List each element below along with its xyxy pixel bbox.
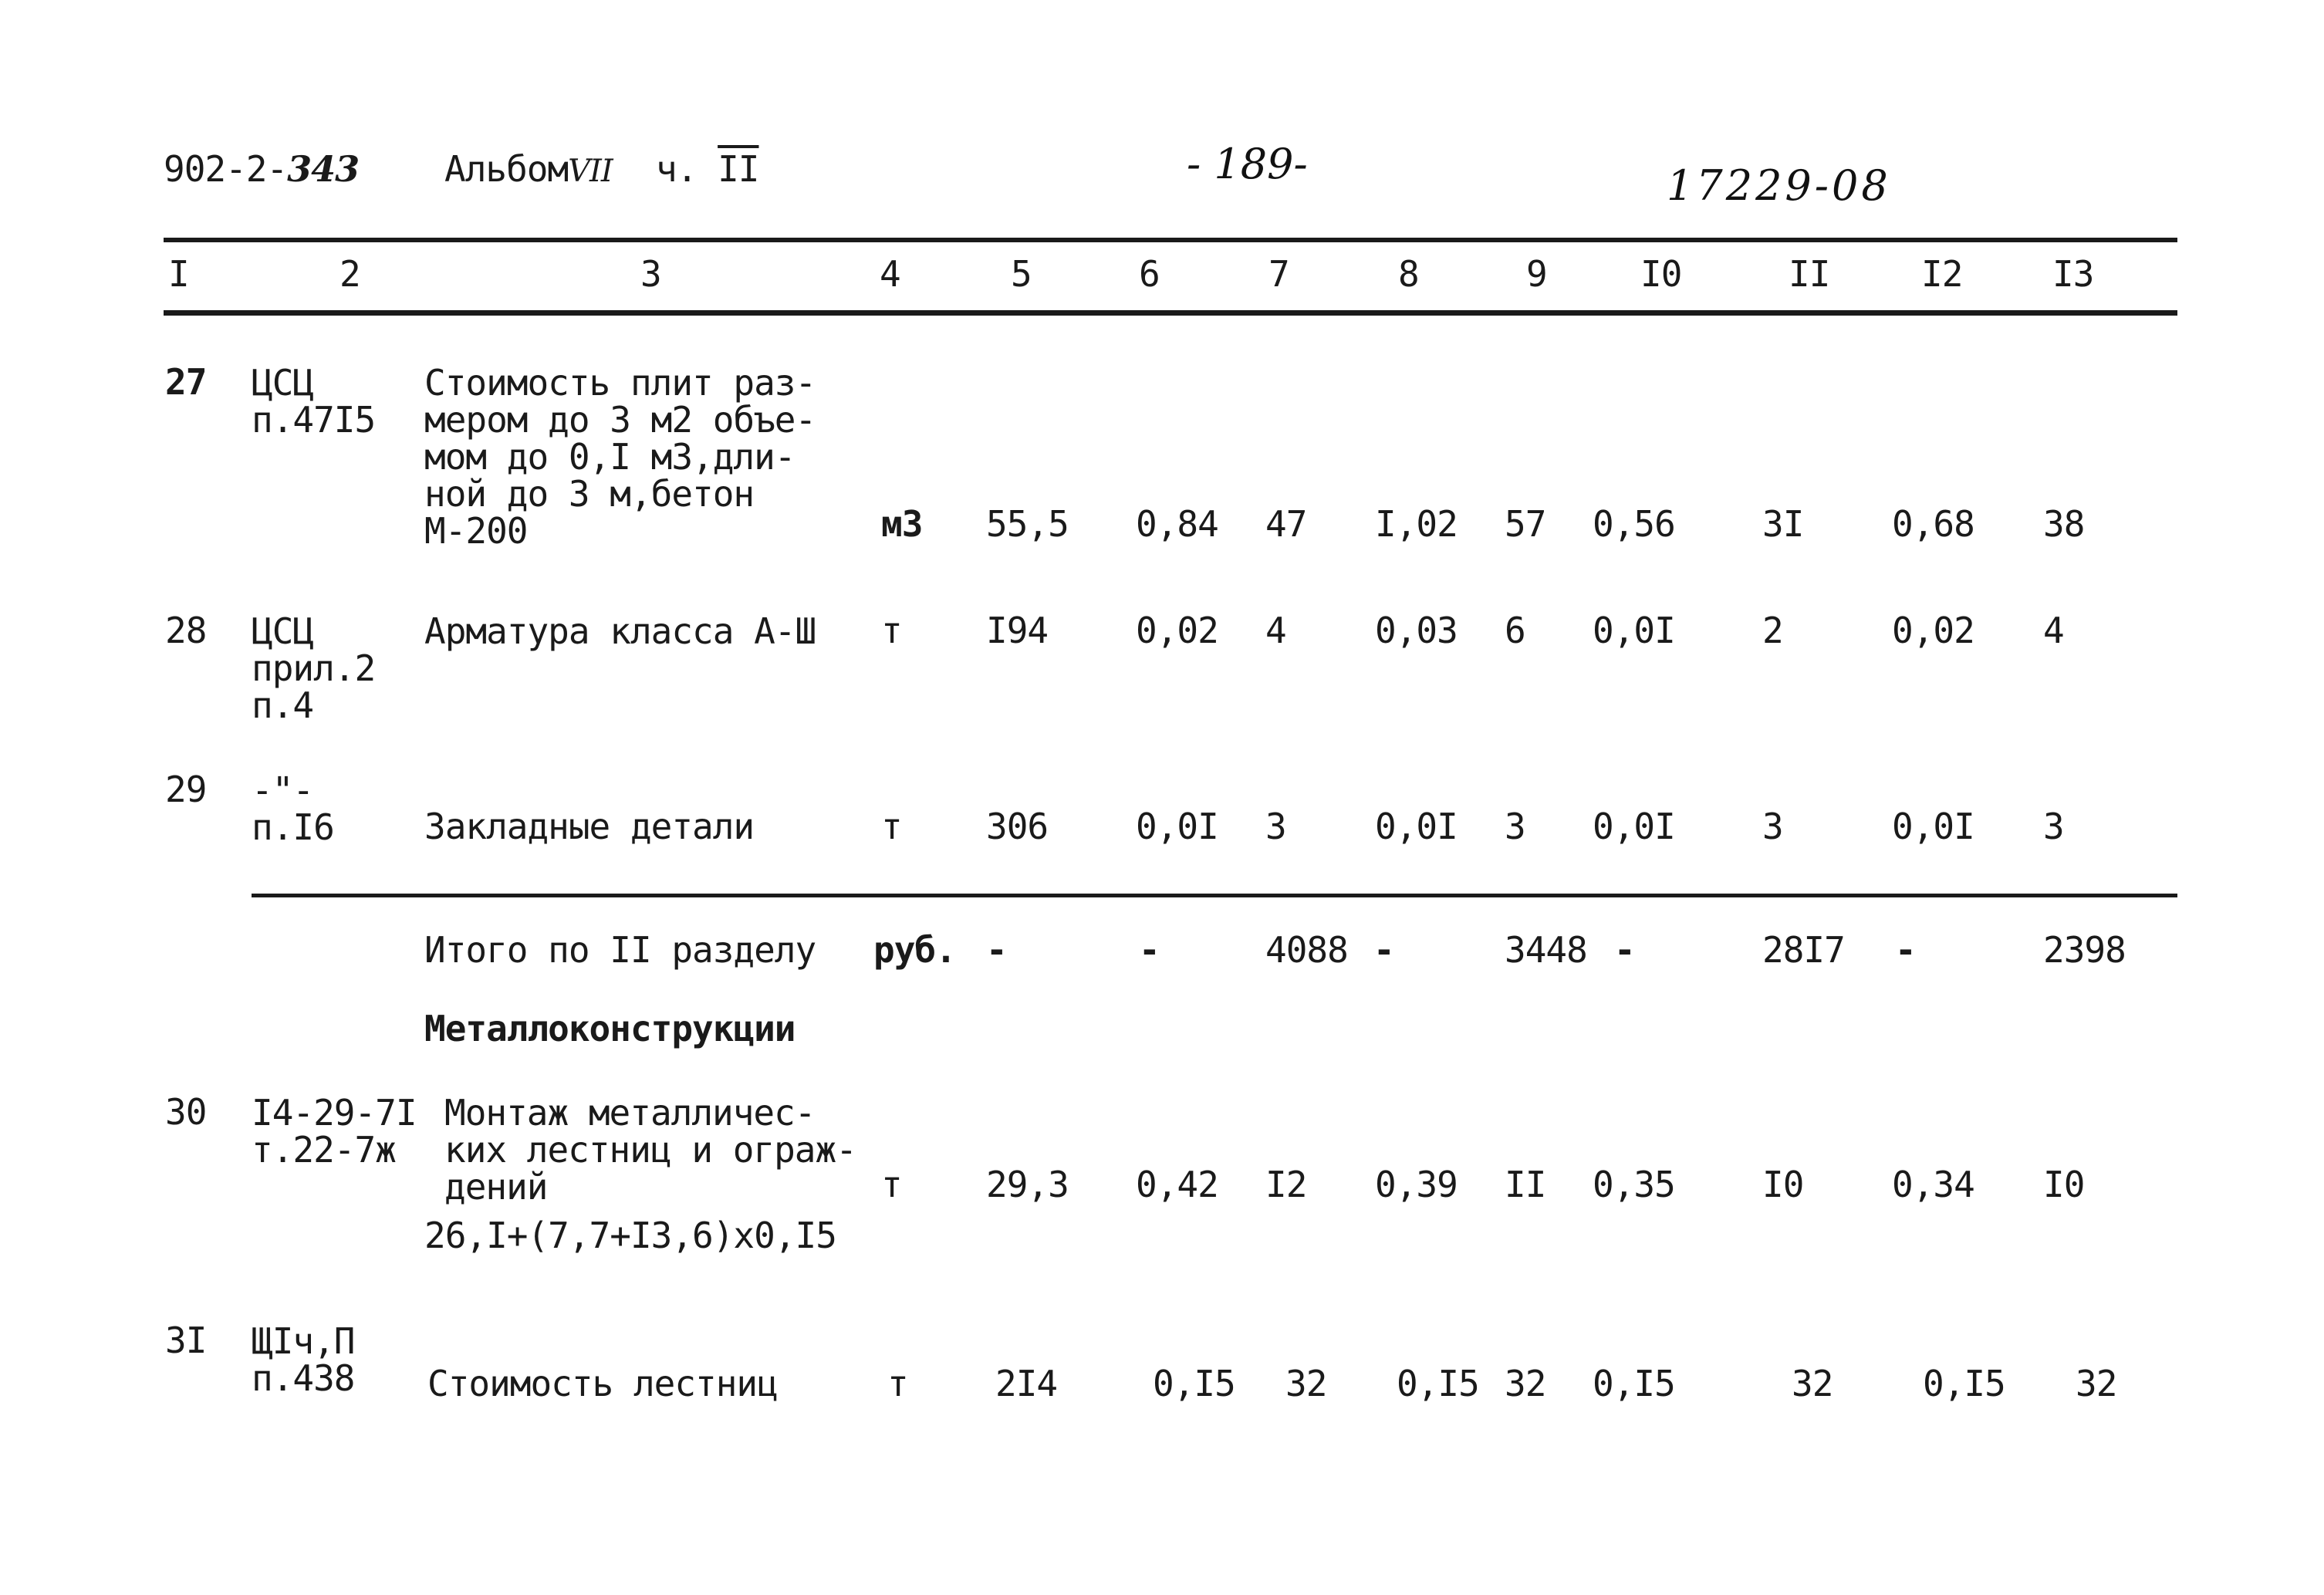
- row-value: 306: [986, 806, 1049, 847]
- column-header-8: 8: [1398, 253, 1419, 295]
- row-value: 0,39: [1375, 1164, 1458, 1205]
- row-value: I0: [1762, 1164, 1804, 1205]
- section-divider: [252, 894, 2177, 897]
- row-code: ЦСЦ прил.2 п.4: [252, 610, 376, 726]
- row-value: 3: [2043, 806, 2064, 847]
- row-value: 0,42: [1136, 1164, 1218, 1205]
- row-code: ЦСЦ п.47I5: [252, 362, 376, 441]
- row-number: 29: [165, 769, 207, 810]
- row-description: Стоимость лестниц: [427, 1363, 778, 1404]
- row-value: 29,3: [986, 1164, 1069, 1205]
- page-number: - 189-: [1187, 140, 1308, 188]
- row-unit: м3: [881, 503, 923, 545]
- column-header-10: I0: [1640, 253, 1682, 295]
- totals-value: -: [986, 929, 1007, 971]
- doc-code-handwritten: 343: [287, 148, 360, 190]
- row-value: 32: [1285, 1363, 1327, 1404]
- header-rule-bottom: [164, 310, 2177, 316]
- doc-code-printed: 902-2-: [164, 148, 288, 190]
- row-description: Закладные детали: [424, 806, 755, 847]
- row-description: Стоимость плит раз- мером до 3 м2 объе- мом до 0,I м3,дли- ной до 3 м,бетон М-200: [424, 362, 816, 552]
- row-value: 0,0I: [1136, 806, 1218, 847]
- column-header-5: 5: [1011, 253, 1032, 295]
- part-label: [656, 148, 759, 190]
- reference-number: 17229-08: [1667, 161, 1891, 210]
- totals-value: 4088: [1265, 929, 1348, 971]
- row-value: 0,34: [1892, 1164, 1974, 1205]
- row-value: 0,0I: [1892, 806, 1974, 847]
- section-title: Металлоконструкции: [424, 1008, 795, 1049]
- totals-label: Итого по II разделу: [424, 929, 816, 971]
- row-value: 55,5: [986, 503, 1069, 545]
- row-value: I0: [2043, 1164, 2085, 1205]
- totals-value: 3448: [1505, 929, 1587, 971]
- album-label: [444, 148, 613, 190]
- row-value: 4: [1265, 610, 1286, 651]
- column-header-12: I2: [1921, 253, 1963, 295]
- row-value: 0,I5: [1593, 1363, 1675, 1404]
- album-number-handwritten: VII: [568, 154, 613, 189]
- totals-value: -: [1373, 929, 1394, 971]
- doc-code: [164, 148, 360, 190]
- totals-value: -: [1614, 929, 1635, 971]
- row-value: 0,02: [1892, 610, 1974, 651]
- row-value: 32: [1505, 1363, 1546, 1404]
- column-header-1: I: [168, 253, 189, 295]
- row-value: 4: [2043, 610, 2064, 651]
- row-number: 3I: [165, 1320, 207, 1361]
- column-header-13: I3: [2052, 253, 2094, 295]
- row-value: 57: [1505, 503, 1546, 545]
- row-value: 0,I5: [1923, 1363, 2005, 1404]
- row-number: 30: [165, 1091, 207, 1133]
- row-value: I94: [986, 610, 1049, 651]
- row-value: 3: [1505, 806, 1525, 847]
- totals-unit: руб.: [873, 929, 956, 971]
- row-value: 3: [1762, 806, 1783, 847]
- row-code: -"- п.I6: [252, 769, 334, 848]
- row-value: II: [1505, 1164, 1546, 1205]
- row-value: 3: [1265, 806, 1286, 847]
- totals-value: -: [1895, 929, 1916, 971]
- column-header-7: 7: [1268, 253, 1289, 295]
- column-header-4: 4: [880, 253, 900, 295]
- row-value: 0,0I: [1375, 806, 1458, 847]
- row-value: 3I: [1762, 503, 1804, 545]
- row-value: 2: [1762, 610, 1783, 651]
- column-header-11: II: [1789, 253, 1830, 295]
- row-value: 0,0I: [1593, 610, 1675, 651]
- row-value: 47: [1265, 503, 1307, 545]
- row-value: 2I4: [995, 1363, 1058, 1404]
- row-unit: т: [881, 610, 902, 651]
- row-value: 0,84: [1136, 503, 1218, 545]
- row-value: 0,56: [1593, 503, 1675, 545]
- row-code: ЩIч,П п.438: [252, 1320, 355, 1399]
- row-formula: 26,I+(7,7+I3,6)x0,I5: [424, 1215, 836, 1256]
- row-number: 27: [165, 361, 207, 403]
- album-label-text: Альбом: [444, 148, 569, 190]
- row-unit: т: [881, 1164, 902, 1205]
- row-value: I,02: [1375, 503, 1458, 545]
- part-label-text: ч.: [656, 148, 698, 190]
- totals-value: -: [1139, 929, 1160, 971]
- row-code: I4-29-7I т.22-7ж: [252, 1092, 417, 1171]
- row-unit: т: [881, 806, 902, 847]
- row-value: 0,0I: [1593, 806, 1675, 847]
- row-value: 32: [2076, 1363, 2117, 1404]
- row-value: 0,I5: [1153, 1363, 1235, 1404]
- column-header-9: 9: [1526, 253, 1547, 295]
- column-header-6: 6: [1139, 253, 1160, 295]
- row-description: Арматура класса А-Ш: [424, 610, 816, 652]
- row-value: 32: [1792, 1363, 1833, 1404]
- header-rule-top: [164, 238, 2177, 242]
- row-value: 0,35: [1593, 1164, 1675, 1205]
- row-value: 0,03: [1375, 610, 1458, 651]
- row-value: 0,68: [1892, 503, 1974, 545]
- totals-value: 2398: [2043, 929, 2126, 971]
- totals-value: 28I7: [1762, 929, 1845, 971]
- row-value: 0,02: [1136, 610, 1218, 651]
- column-header-3: 3: [640, 253, 661, 295]
- row-value: I2: [1265, 1164, 1307, 1205]
- column-header-2: 2: [339, 253, 360, 295]
- row-number: 28: [165, 610, 207, 651]
- row-description: Монтаж металличес- ких лестниц и ограж- дений: [444, 1092, 856, 1208]
- row-value: 0,I5: [1397, 1363, 1479, 1404]
- row-value: 38: [2043, 503, 2085, 545]
- row-value: 6: [1505, 610, 1525, 651]
- part-number: $\overline{II}$: [718, 148, 759, 190]
- row-unit: т: [887, 1363, 908, 1404]
